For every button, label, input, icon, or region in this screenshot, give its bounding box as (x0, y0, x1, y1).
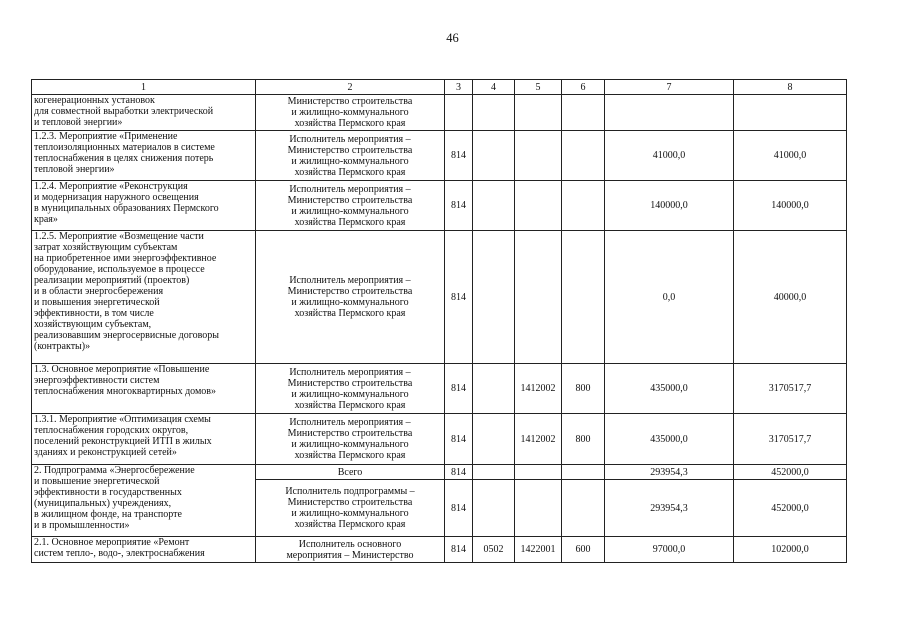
code-expense-type: 800 (562, 414, 605, 465)
code-ministry: 814 (445, 364, 473, 414)
code-ministry: 814 (445, 181, 473, 231)
code-target: 1412002 (515, 414, 562, 465)
executor: Исполнитель мероприятия – Министерство строительства и жилищно-коммунального хозяйства Пермского края (256, 414, 445, 465)
amount-col7: 97000,0 (605, 537, 734, 563)
table-row (32, 231, 847, 364)
table-row (32, 181, 847, 231)
code-expense-type (562, 480, 605, 537)
code-target (515, 465, 562, 480)
code-section (473, 181, 515, 231)
code-target (515, 95, 562, 131)
header-cell: 5 (515, 80, 562, 95)
amount-col8: 41000,0 (734, 131, 847, 181)
amount-col7: 293954,3 (605, 480, 734, 537)
code-expense-type (562, 181, 605, 231)
page-number: 46 (446, 31, 459, 45)
amount-col8: 102000,0 (734, 537, 847, 563)
code-ministry: 814 (445, 465, 473, 480)
code-expense-type: 600 (562, 537, 605, 563)
activity-name: 1.2.5. Мероприятие «Возмещение части затрат хозяйствующим субъектам на приобретенное ими энергоэффективное оборудование, используемое в процессе реализации мероприятий (проектов) и в области энергосбережения и повышения энергетической эффективности, в том числе хозяйствующим субъектам, реализовавшим энергосервисные договоры (контракты)» (32, 231, 256, 364)
code-ministry: 814 (445, 414, 473, 465)
code-target: 1422001 (515, 537, 562, 563)
code-ministry: 814 (445, 231, 473, 364)
amount-col7: 41000,0 (605, 131, 734, 181)
code-expense-type (562, 95, 605, 131)
executor: Исполнитель мероприятия – Министерство строительства и жилищно-коммунального хозяйства Пермского края (256, 231, 445, 364)
amount-col8 (734, 95, 847, 131)
header-cell: 3 (445, 80, 473, 95)
budget-table (31, 79, 847, 563)
code-section (473, 465, 515, 480)
amount-col8: 452000,0 (734, 465, 847, 480)
table-row (32, 95, 847, 131)
header-cell: 4 (473, 80, 515, 95)
amount-col7 (605, 95, 734, 131)
activity-name: 1.2.4. Мероприятие «Реконструкция и модернизация наружного освещения в муниципальных образованиях Пермского края» (32, 181, 256, 231)
executor: Исполнитель мероприятия – Министерство строительства и жилищно-коммунального хозяйства Пермского края (256, 364, 445, 414)
amount-col8: 452000,0 (734, 480, 847, 537)
code-section (473, 131, 515, 181)
activity-name: 2.1. Основное мероприятие «Ремонт систем тепло-, водо-, электроснабжения (32, 537, 256, 563)
code-target (515, 131, 562, 181)
code-section: 0502 (473, 537, 515, 563)
table-row (32, 364, 847, 414)
code-expense-type: 800 (562, 364, 605, 414)
code-section (473, 364, 515, 414)
header-cell: 1 (32, 80, 256, 95)
header-cell: 7 (605, 80, 734, 95)
code-ministry: 814 (445, 537, 473, 563)
table-row (32, 537, 847, 563)
executor: Исполнитель основного мероприятия – Министерство (256, 537, 445, 563)
table-row (32, 465, 847, 480)
activity-name: 1.2.3. Мероприятие «Применение теплоизоляционных материалов в системе теплоснабжения в целях снижения потерь тепловой энергии» (32, 131, 256, 181)
executor: Исполнитель подпрограммы – Министерство строительства и жилищно-коммунального хозяйства Пермского края (256, 480, 445, 537)
code-target (515, 231, 562, 364)
amount-col7: 140000,0 (605, 181, 734, 231)
executor: Министерство строительства и жилищно-коммунального хозяйства Пермского края (256, 95, 445, 131)
code-ministry (445, 95, 473, 131)
header-row (32, 80, 847, 95)
amount-col7: 435000,0 (605, 414, 734, 465)
code-target (515, 480, 562, 537)
activity-name: 1.3. Основное мероприятие «Повышение энергоэффективности систем теплоснабжения многоквартирных домов» (32, 364, 256, 414)
executor: Исполнитель мероприятия – Министерство строительства и жилищно-коммунального хозяйства Пермского края (256, 131, 445, 181)
code-expense-type (562, 465, 605, 480)
header-cell: 6 (562, 80, 605, 95)
activity-name: когенерационных установок для совместной выработки электрической и тепловой энергии» (32, 95, 256, 131)
header-cell: 8 (734, 80, 847, 95)
code-section (473, 231, 515, 364)
activity-name: 1.3.1. Мероприятие «Оптимизация схемы теплоснабжения городских округов, поселений реконструкцией ИТП в жилых зданиях и реконструкцией сетей» (32, 414, 256, 465)
code-target (515, 181, 562, 231)
code-section (473, 480, 515, 537)
executor: Всего (256, 465, 445, 480)
amount-col7: 435000,0 (605, 364, 734, 414)
table-row (32, 414, 847, 465)
code-expense-type (562, 231, 605, 364)
code-ministry: 814 (445, 480, 473, 537)
amount-col8: 3170517,7 (734, 414, 847, 465)
amount-col8: 40000,0 (734, 231, 847, 364)
table-row (32, 131, 847, 181)
activity-name: 2. Подпрограмма «Энергосбережение и повышение энергетической эффективности в государственных (муниципальных) учреждениях, в жилищном фонде, на транспорте и в промышленности» (32, 465, 256, 537)
amount-col7: 0,0 (605, 231, 734, 364)
header-cell: 2 (256, 80, 445, 95)
code-section (473, 95, 515, 131)
executor: Исполнитель мероприятия – Министерство строительства и жилищно-коммунального хозяйства Пермского края (256, 181, 445, 231)
code-section (473, 414, 515, 465)
code-expense-type (562, 131, 605, 181)
amount-col8: 3170517,7 (734, 364, 847, 414)
amount-col8: 140000,0 (734, 181, 847, 231)
amount-col7: 293954,3 (605, 465, 734, 480)
code-target: 1412002 (515, 364, 562, 414)
code-ministry: 814 (445, 131, 473, 181)
